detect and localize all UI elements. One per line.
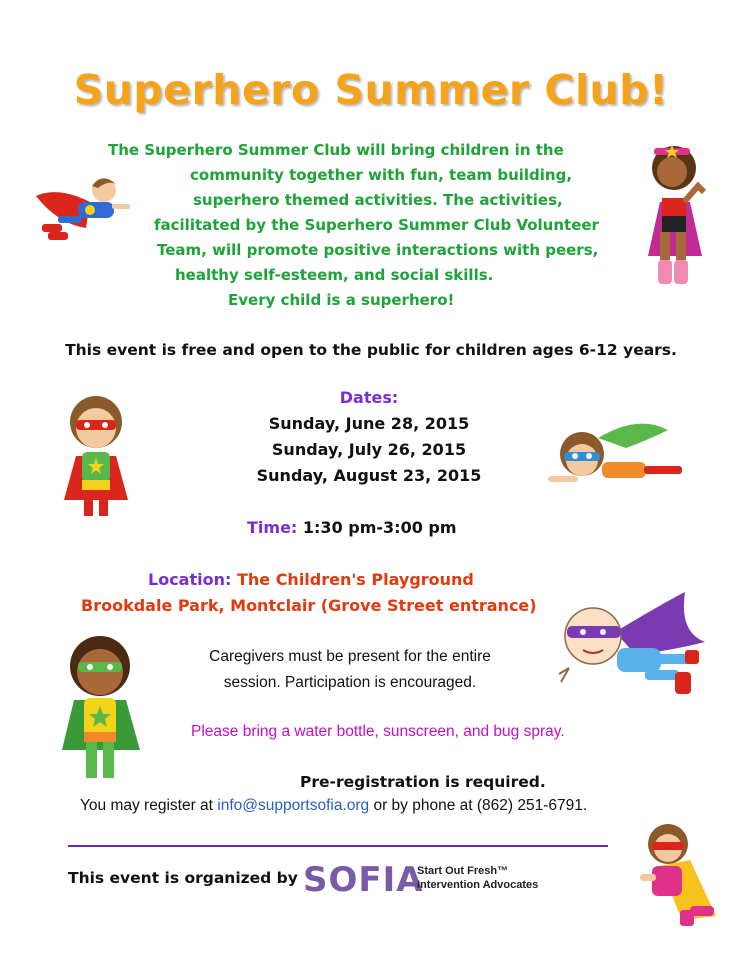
date-2: Sunday, July 26, 2015 [271,440,467,459]
sofia-tagline-2: Intervention Advocates [417,879,539,891]
flying-girl-hero-icon [548,418,688,498]
register-line [80,797,587,815]
flying-boy-purple-cape-icon [555,592,715,710]
intro-line-4: facilitated by the Superhero Summer Club Volunteer [154,216,599,234]
sofia-logo-name: SOFIA [303,860,424,900]
sofia-logo [303,860,573,900]
intro-line-1: The Superhero Summer Club will bring children in the [108,141,564,159]
location-place: The Children's Playground [231,570,474,589]
location-address: Brookdale Park, Montclair (Grove Street entrance) [81,596,537,615]
date-1: Sunday, June 28, 2015 [268,414,470,433]
location-label: Location: [148,570,232,589]
bring-items-text: Please bring a water bottle, sunscreen, and bug spray. [191,723,565,740]
organized-by-text: This event is organized by [68,869,298,887]
intro-line-2: community together with fun, team building, [190,166,573,184]
intro-line-3: superhero themed activities. The activities, [193,191,563,209]
page-title: Superhero Summer Club! [73,66,669,114]
time-value: 1:30 pm-3:00 pm [297,518,457,537]
intro-line-6: healthy self-esteem, and social skills. [175,266,494,284]
masked-boy-hero-icon [58,392,138,522]
wonder-girl-hero-icon [638,136,718,292]
date-3: Sunday, August 23, 2015 [256,466,482,485]
caregivers-line-2: session. Participation is encouraged. [223,674,477,691]
dates-label: Dates: [339,388,399,407]
register-prefix: You may register at [80,797,218,814]
green-suit-boy-hero-icon [58,632,144,784]
preregistration-text: Pre-registration is required. [300,773,546,791]
location-row [148,570,474,589]
intro-line-7: Every child is a superhero! [228,291,455,309]
sofia-tagline-1: Start Out Fresh™ [417,865,509,877]
divider-line [68,845,608,847]
flying-boy-hero-icon [28,168,133,250]
register-suffix: or by phone at (862) 251-6791. [369,797,588,814]
time-label: Time: [247,518,298,537]
intro-line-5: Team, will promote positive interactions with peers, [157,241,599,259]
register-email-link[interactable]: info@supportsofia.org [217,797,370,814]
free-event-text: This event is free and open to the public for children ages 6-12 years. [65,341,677,359]
girl-hero-yellow-cape-icon [630,820,720,930]
caregivers-line-1: Caregivers must be present for the entire [209,648,491,665]
time-row [247,518,457,537]
